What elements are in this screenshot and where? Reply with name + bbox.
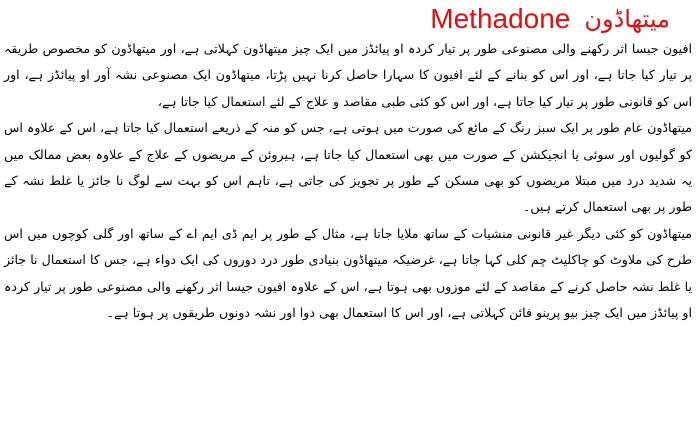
- title-latin: Methadone: [430, 3, 571, 34]
- title-heading: [4, 2, 692, 36]
- paragraph-3: میتھاڈون کو کئی دیگر غیر قانونی منشیات کے ساتھ ملایا جاتا ہے، مثال کے طور پر ایم ڈی ایم اے کے ساتھ اور گلی کوچوں میں اس طرح کی ملاوٹ کو چاکلیٹ چم کلی کہا جاتا ہے، غرضیکہ میتھاڈون بنیادی طور درد دوروں کی ایک دواء ہے، جس کا استعمال نا جائز یا غلط نشہ حاصل کرنے کے مقاصد کے لئے موزوں بھی ہوتا ہے، اس کے علاوہ افیون جیسا اثر رکھنے والی مصنوعی طور پر تیار کردہ او پیائڈز میں ایک چیز بیو پرینو فائن کہلاتی ہے، اور اس کا استعمال بھی دوا اور نشہ دونوں طریقوں پر ہوتا ہے۔: [4, 225, 692, 321]
- paragraph-1: افیون جیسا اثر رکھنے والی مصنوعی طور پر تیار کردہ او پیائڈز میں ایک چیز میتھاڈون کہلاتی ہے، اور میتھاڈون کو مخصوص طریقہ پر تیار کیا جاتا ہے، اور اس کو بنانے کے لئے افیون کا سہارا حاصل کرنا نہیں پڑتا، میتھاڈون ایک مصنوعی نشہ آور او پیائڈز ہے، اور اس کو قانونی طور پر تیار کیا جاتا ہے، اور اس کو کئی طبی مقاصد و علاج کے لئے استعمال کیا جاتا ہے،: [4, 41, 692, 109]
- article-body: [4, 36, 692, 326]
- paragraph-2: میتھاڈون عام طور پر ایک سبز رنگ کے مائع کی صورت میں ہوتی ہے، جس کو منہ کے ذریعے استعمال کیا جاتا ہے، اس کے علاوہ اس کو گولیوں اور سوئی یا انجیکشن کے صورت میں بھی استعمال کیا جاتا ہے، ہیروئن کے مریضوں کے علاج کے علاوہ بعض ممالک میں یہ شدید درد میں مبتلا مریضوں کو بھی مسکن کے طور پر تجویز کی جاتی ہے، تاہم اس کو بہت سے لوگ نا جائز یا غلط نشہ کے طور پر بھی استعمال کرتے ہیں۔: [4, 120, 692, 215]
- title-urdu: میتھاڈون: [584, 5, 670, 33]
